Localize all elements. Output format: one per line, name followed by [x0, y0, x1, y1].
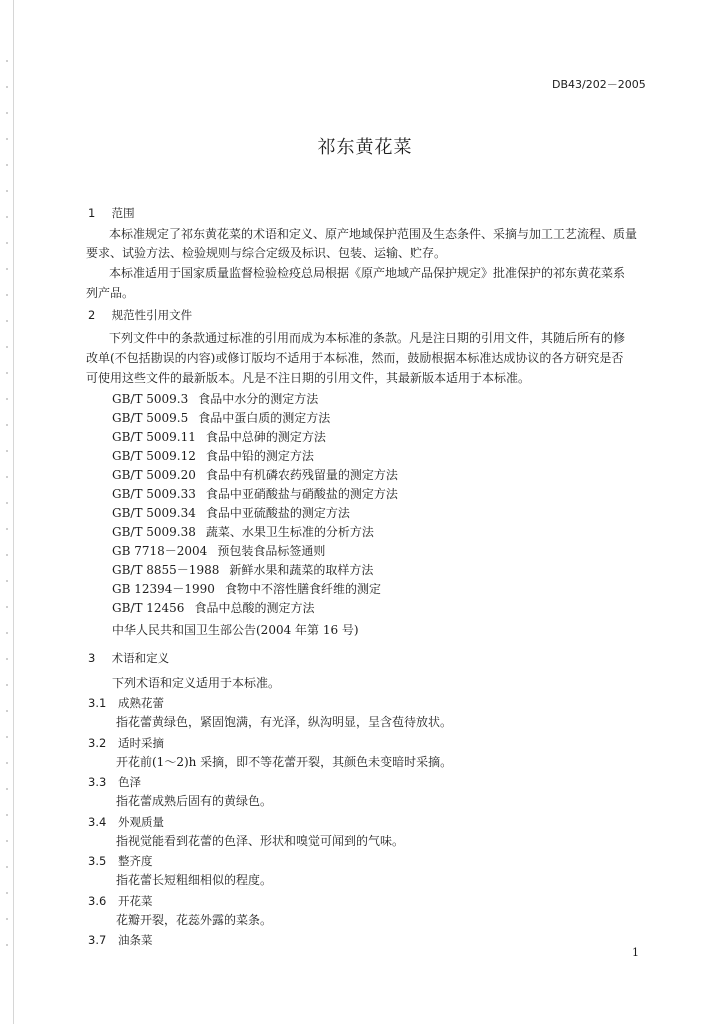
reference-item [112, 581, 381, 597]
reference-item [112, 562, 373, 578]
reference-title: 食品中亚硫酸盐的测定方法 [205, 506, 350, 520]
reference-title: 食品中亚硝酸盐与硝酸盐的测定方法 [205, 487, 398, 501]
term-name: 色泽 [118, 775, 141, 789]
document-title: 祁东黄花菜 [317, 137, 413, 158]
section-1-paragraph-1-line-1: 本标准规定了祁东黄花菜的术语和定义、原产地域保护范围及生态条件、采摘与加工工艺流程、质量 [109, 227, 638, 241]
reference-code: GB 7718－2004 [112, 544, 208, 558]
reference-item [112, 410, 330, 426]
standard-code: DB43/202－2005 [552, 78, 646, 91]
reference-code: GB/T 5009.11 [112, 430, 196, 444]
term-definition: 开花前(1～2)h 采摘，即不等花蕾开裂，其颜色未变暗时采摘。 [116, 754, 453, 769]
section-1-paragraph-1-line-2: 要求、试验方法、检验规则与综合定级及标识、包装、运输、贮存。 [86, 246, 447, 260]
term-definition: 指视觉能看到花蕾的色泽、形状和嗅觉可闻到的气味。 [116, 833, 405, 848]
reference-code: GB/T 12456 [112, 601, 185, 615]
reference-item [112, 391, 318, 407]
reference-title: 食品中总砷的测定方法 [205, 430, 326, 444]
term-number: 3.6 [88, 893, 107, 908]
reference-code: GB/T 5009.20 [112, 468, 196, 482]
reference-code: GB/T 5009.34 [112, 506, 196, 520]
section-1-title: 范围 [111, 206, 135, 220]
reference-title: 食品中铅的测定方法 [205, 449, 314, 463]
term-heading [88, 774, 141, 790]
reference-code: GB/T 5009.12 [112, 449, 196, 463]
section-2-intro-line-3: 可使用这些文件的最新版本。凡是不注日期的引用文件，其最新版本适用于本标准。 [86, 371, 531, 385]
reference-item [112, 486, 398, 502]
binding-line [13, 0, 14, 1024]
term-number: 3.3 [88, 775, 107, 789]
section-3-title: 术语和定义 [111, 651, 170, 665]
term-heading [88, 893, 153, 909]
term-definition: 指花蕾长短粗细相似的程度。 [116, 873, 273, 887]
section-1-paragraph-2-line-2: 列产品。 [86, 286, 135, 300]
reference-item [112, 600, 314, 616]
term-heading [88, 695, 164, 711]
term-definition: 指花蕾黄绿色，紧固饱满，有光泽，纵沟明显，呈含苞待放状。 [116, 715, 453, 729]
section-2-number: 2 [88, 308, 96, 322]
reference-title: 预包装食品标签通则 [217, 544, 326, 558]
reference-title: 食物中不溶性膳食纤维的测定 [224, 582, 381, 596]
section-1-heading [88, 205, 135, 221]
section-2-heading [88, 307, 192, 323]
term-definition: 花瓣开裂，花蕊外露的菜条。 [116, 912, 273, 927]
reference-title: 食品中总酸的测定方法 [194, 601, 315, 615]
reference-item [112, 467, 398, 483]
section-3-number: 3 [88, 651, 96, 665]
section-2-title: 规范性引用文件 [111, 308, 193, 322]
section-1-paragraph-2-line-1: 本标准适用于国家质量监督检验检疫总局根据《原产地域产品保护规定》批准保护的祁东黄花菜系 [109, 266, 626, 280]
term-name: 适时采摘 [118, 735, 164, 750]
reference-title: 新鲜水果和蔬菜的取样方法 [229, 563, 374, 577]
term-name: 开花菜 [118, 893, 153, 908]
reference-code: GB/T 5009.5 [112, 411, 189, 425]
term-number: 3.1 [88, 696, 107, 710]
reference-title: 食品中水分的测定方法 [198, 392, 319, 406]
section-2-intro-line-2: 改单(不包括勘误的内容)或修订版均不适用于本标准，然而，鼓励根据本标准达成协议的各方研究是否 [86, 351, 624, 365]
reference-code: GB/T 5009.33 [112, 487, 196, 501]
reference-item [112, 429, 326, 445]
reference-item [112, 505, 350, 521]
reference-code: GB/T 8855－1988 [112, 563, 220, 577]
term-heading [88, 814, 164, 830]
term-heading [88, 853, 153, 869]
term-name: 油条菜 [118, 933, 153, 947]
term-name: 整齐度 [118, 854, 153, 868]
reference-code: GB/T 5009.3 [112, 392, 189, 406]
reference-title: 食品中有机磷农药残留量的测定方法 [205, 468, 398, 482]
term-heading [88, 735, 164, 751]
term-number: 3.7 [88, 933, 107, 947]
page-number: 1 [632, 946, 639, 959]
term-definition: 指花蕾成熟后固有的黄绿色。 [116, 794, 273, 808]
reference-item [112, 524, 374, 540]
section-3-heading [88, 650, 169, 666]
section-1-number: 1 [88, 206, 96, 220]
reference-title: 食品中蛋白质的测定方法 [198, 411, 331, 425]
reference-item [112, 448, 314, 464]
term-number: 3.5 [88, 854, 107, 868]
section-2-intro-line-1: 下列文件中的条款通过标准的引用而成为本标准的条款。凡是注日期的引用文件，其随后所有的修 [109, 331, 626, 345]
term-name: 成熟花蕾 [118, 696, 164, 710]
term-name: 外观质量 [118, 814, 164, 829]
binding-holes [6, 60, 8, 960]
term-number: 3.4 [88, 814, 107, 829]
reference-item-announcement: 中华人民共和国卫生部公告(2004 年第 16 号) [112, 623, 359, 637]
reference-item [112, 543, 325, 559]
reference-title: 蔬菜、水果卫生标准的分析方法 [205, 525, 374, 539]
term-number: 3.2 [88, 735, 107, 750]
term-heading [88, 932, 153, 948]
reference-code: GB/T 5009.38 [112, 525, 196, 539]
reference-code: GB 12394－1990 [112, 582, 215, 596]
section-3-intro: 下列术语和定义适用于本标准。 [112, 676, 281, 690]
